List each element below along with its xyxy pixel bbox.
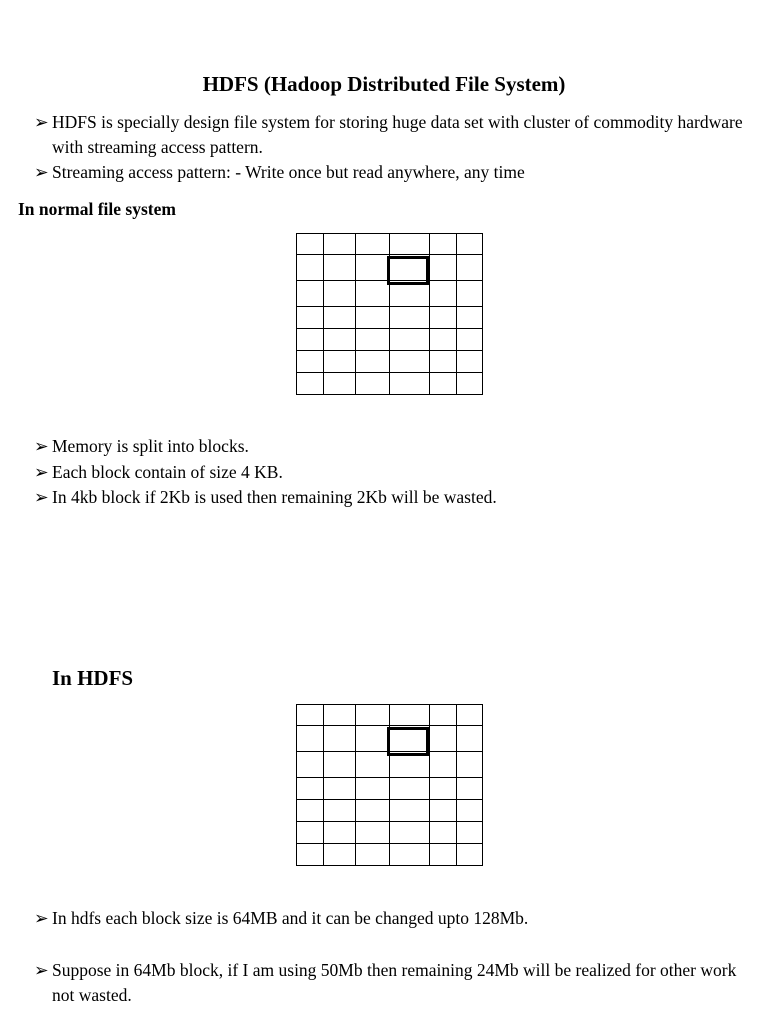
highlighted-block: [387, 727, 429, 756]
intro-bullet-1: ➢ HDFS is specially design file system for storing huge data set with cluster of commodity hardware with streaming access pattern.: [34, 112, 743, 157]
intro-bullet-2: ➢ Streaming access pattern: - Write once but read anywhere, any time: [34, 160, 752, 185]
hdfs-heading: In HDFS: [52, 666, 134, 690]
hdfs-block-grid: [296, 704, 483, 866]
normal-fs-bullet-2: ➢ Each block contain of size 4 KB.: [34, 460, 752, 485]
arrow-bullet-icon: ➢: [34, 960, 49, 980]
hdfs-bullet-2: ➢ Suppose in 64Mb block, if I am using 50Mb then remaining 24Mb will be realized for other work not wasted.: [34, 960, 737, 1005]
arrow-bullet-icon: ➢: [34, 162, 49, 182]
arrow-bullet-icon: ➢: [34, 436, 49, 456]
normal-fs-bullet-3: ➢ In 4kb block if 2Kb is used then remaining 2Kb will be wasted.: [34, 485, 752, 510]
highlighted-block: [387, 256, 429, 285]
normal-fs-heading: In normal file system: [18, 199, 176, 219]
page-title: HDFS (Hadoop Distributed File System): [202, 72, 566, 96]
arrow-bullet-icon: ➢: [34, 908, 49, 928]
arrow-bullet-icon: ➢: [34, 462, 49, 482]
arrow-bullet-icon: ➢: [34, 112, 49, 132]
hdfs-bullet-1: ➢ In hdfs each block size is 64MB and it can be changed upto 128Mb.: [34, 906, 752, 931]
normal-fs-bullet-1: ➢ Memory is split into blocks.: [34, 434, 752, 459]
normal-fs-block-grid: [296, 233, 483, 395]
arrow-bullet-icon: ➢: [34, 487, 49, 507]
